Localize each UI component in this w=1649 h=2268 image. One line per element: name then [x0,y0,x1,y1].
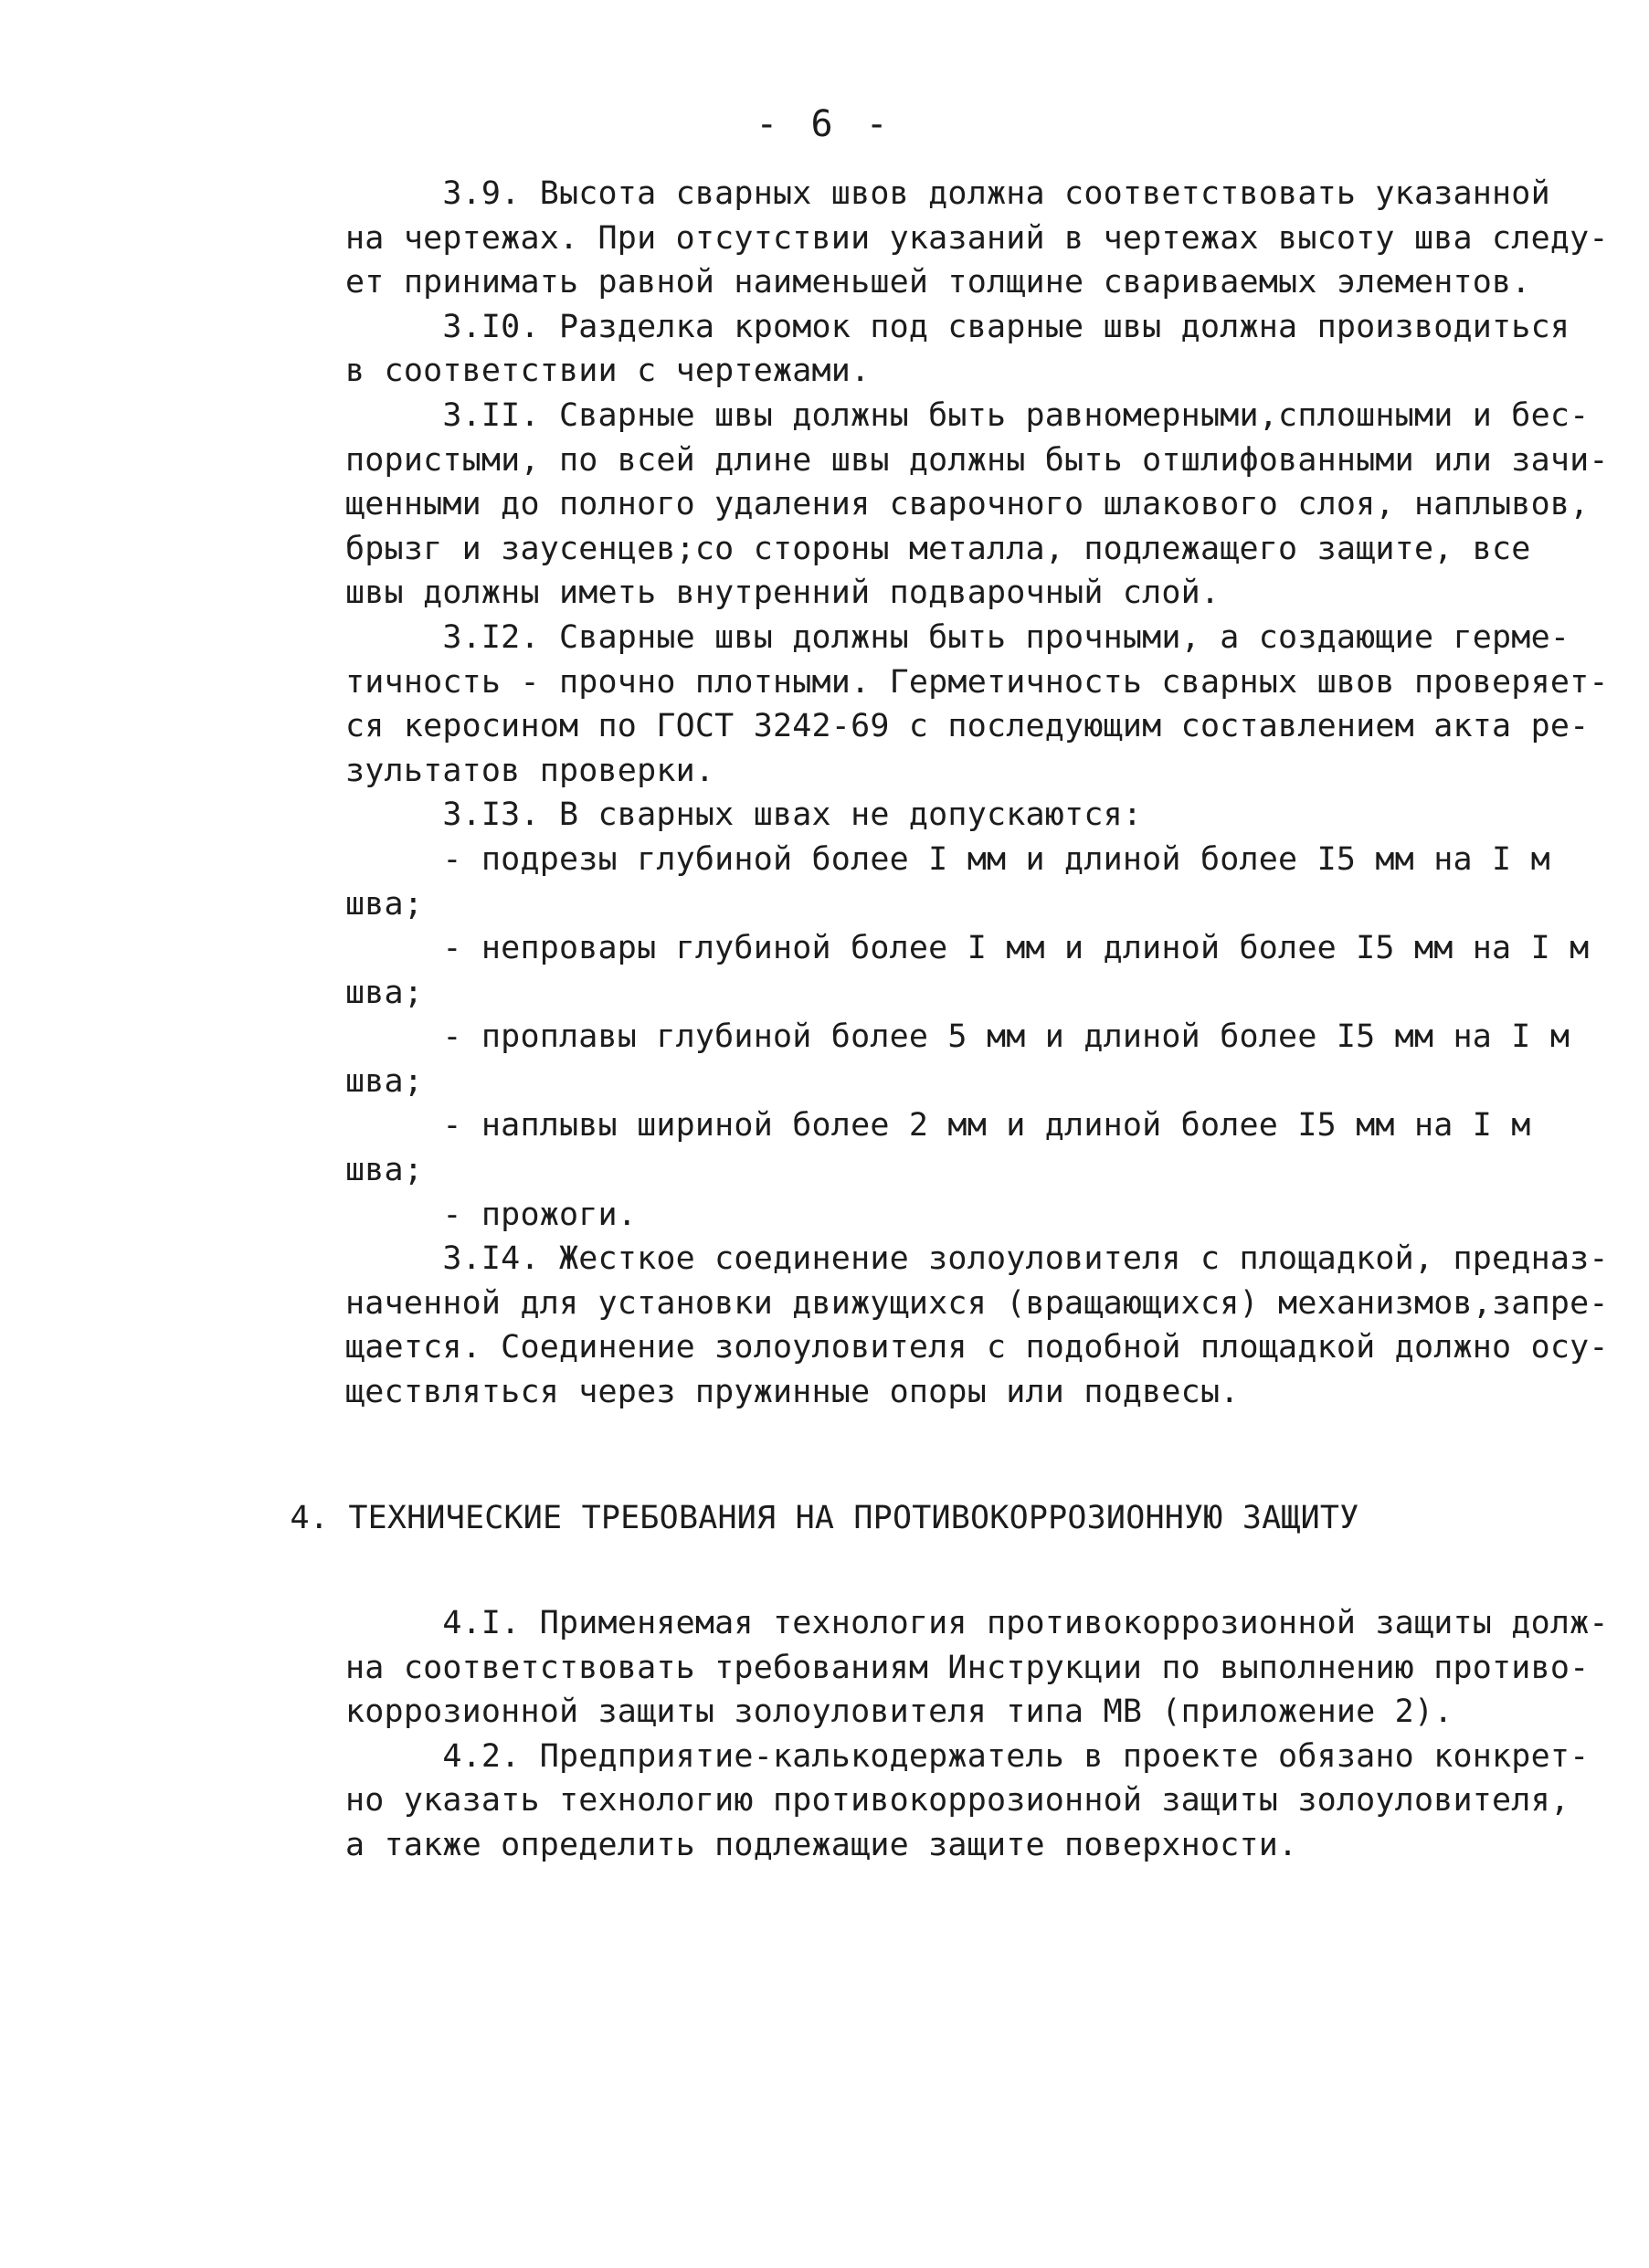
text-line: тичность - прочно плотными. Герметичность сварных швов проверяет- [345,663,1609,701]
text-line: 3.I4. Жесткое соединение золоуловителя с площадкой, предназ- [345,1240,1609,1278]
text-line: брызг и заусенцев;со стороны металла, подлежащего защите, все [345,530,1531,567]
text-line: - непровары глубиной более I мм и длиной более I5 мм на I м [345,930,1590,967]
text-line: в соответствии с чертежами. [345,353,871,390]
section-4-heading: 4. ТЕХНИЧЕСКИЕ ТРЕБОВАНИЯ НА ПРОТИВОКОРРОЗИОННУЮ ЗАЩИТУ [290,1500,1359,1536]
text-line: 3.9. Высота сварных швов должна соответствовать указанной [345,175,1550,212]
text-line: шва; [345,1152,424,1189]
text-line: коррозионной защиты золоуловителя типа МВ (приложение 2). [345,1693,1453,1731]
text-line: 4.2. Предприятие-калькодержатель в проекте обязано конкрет- [345,1737,1590,1775]
page-number: - 6 - [756,103,893,145]
text-line: щается. Соединение золоуловителя с подобной площадкой должно осу- [345,1329,1609,1366]
text-line: - проплавы глубиной более 5 мм и длиной более I5 мм на I м [345,1018,1570,1056]
text-line: пористыми, по всей длине швы должны быть отшлифованными или зачи- [345,441,1609,479]
text-line: 3.I2. Сварные швы должны быть прочными, а создающие герме- [345,618,1570,656]
text-line: 3.I0. Разделка кромок под сварные швы должна производиться [345,308,1570,345]
text-line: шва; [345,885,424,923]
text-line: зультатов проверки. [345,752,715,789]
text-line: - подрезы глубиной более I мм и длиной более I5 мм на I м [345,840,1550,878]
text-line: ся керосином по ГОСТ 3242-69 с последующим составлением акта ре- [345,708,1590,745]
text-line: швы должны иметь внутренний подварочный слой. [345,575,1221,612]
text-line: шва; [345,974,424,1011]
text-line: на соответствовать требованиям Инструкции по выполнению противо- [345,1649,1590,1686]
text-line: но указать технологию противокоррозионной защиты золоуловителя, [345,1782,1570,1820]
text-line: а также определить подлежащие защите поверхности. [345,1826,1298,1863]
text-line: - наплывы шириной более 2 мм и длиной более I5 мм на I м [345,1107,1531,1145]
text-line: ет принимать равной наименьшей толщине свариваемых элементов. [345,264,1531,301]
text-line: щенными до полного удаления сварочного шлакового слоя, наплывов, [345,486,1590,523]
text-line: наченной для установки движущихся (вращающихся) механизмов,запре- [345,1284,1609,1322]
text-line: 3.II. Сварные швы должны быть равномерными,сплошными и бес- [345,396,1590,434]
text-line: - прожоги. [345,1196,638,1233]
text-line: 3.I3. В сварных швах не допускаются: [345,796,1143,834]
text-line: шва; [345,1062,424,1100]
text-line: на чертежах. При отсутствии указаний в чертежах высоту шва следу- [345,219,1609,257]
section-3-text [345,172,1609,1415]
text-line: 4.I. Применяемая технология противокоррозионной защиты долж- [345,1605,1609,1641]
section-4-text [345,1601,1609,1868]
text-line: ществляться через пружинные опоры или подвесы. [345,1374,1240,1411]
